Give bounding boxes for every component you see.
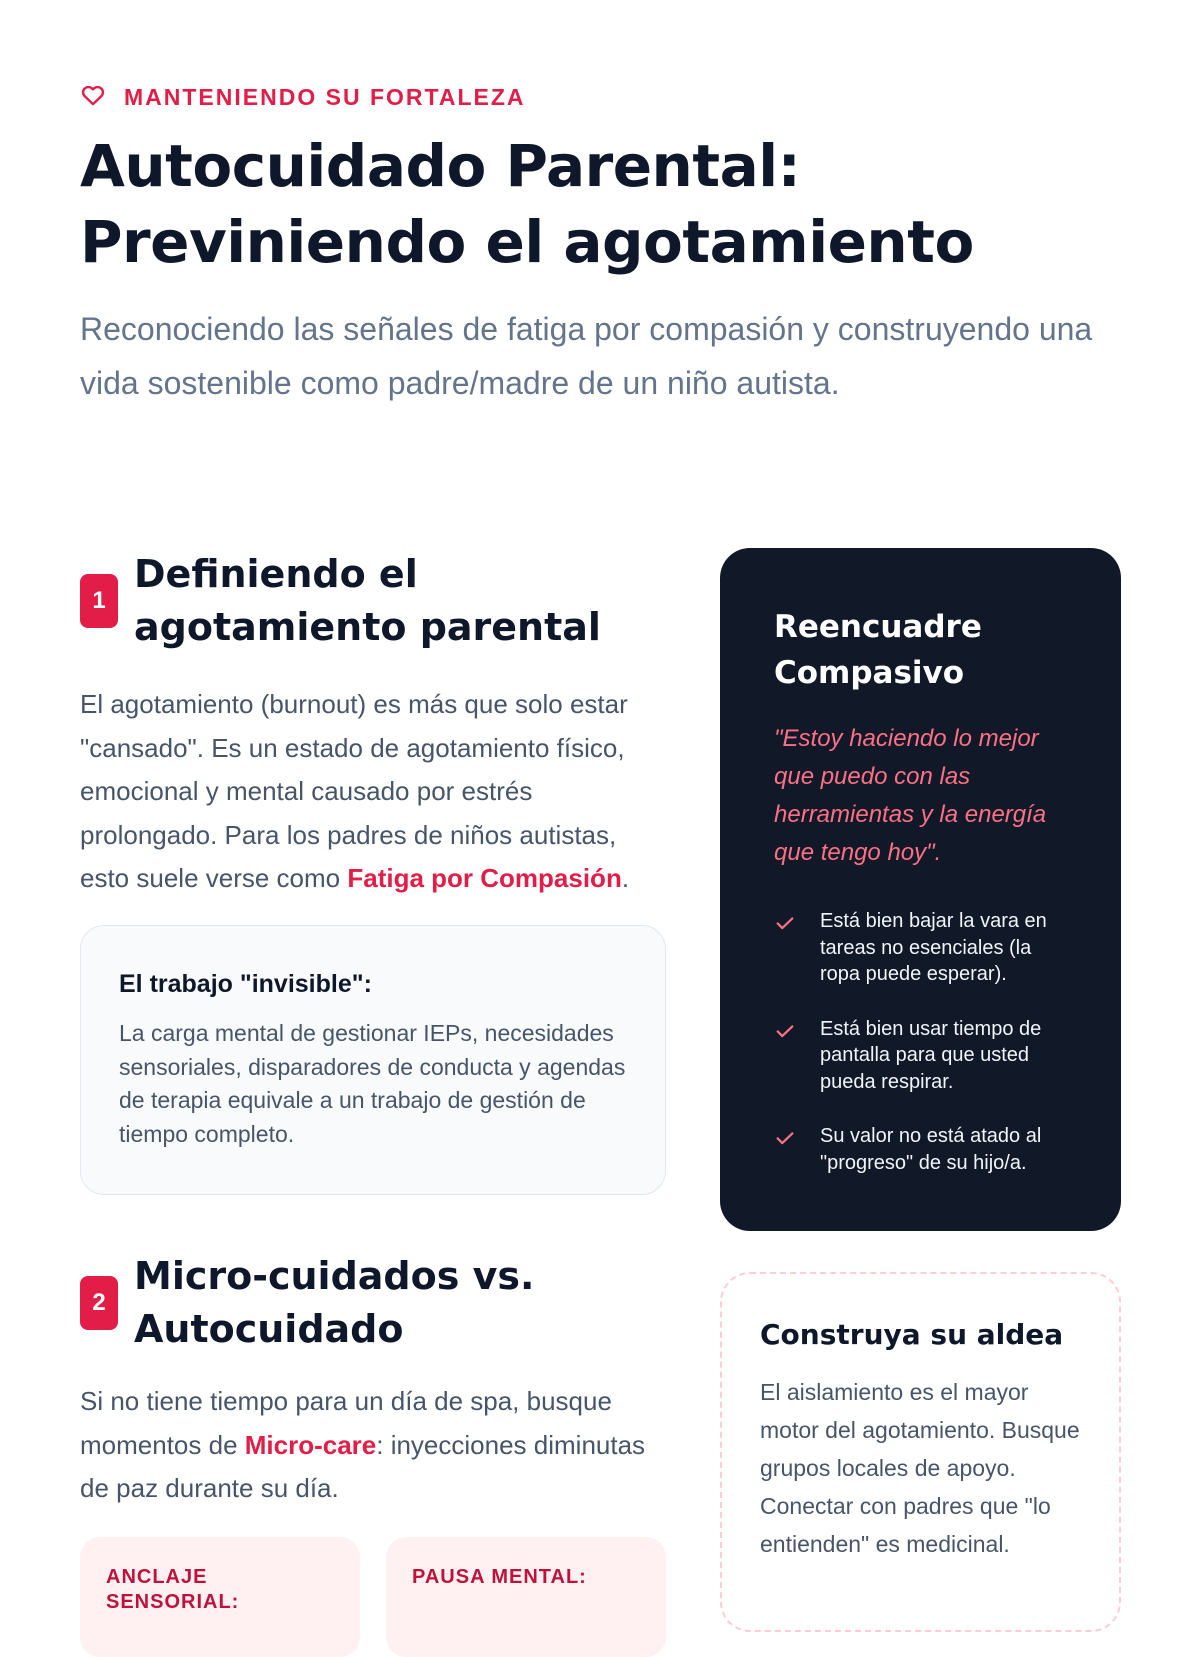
mini-card-title: ANCLAJE SENSORIAL: bbox=[106, 1566, 240, 1613]
reframe-title: Reencuadre Compasivo bbox=[774, 609, 982, 691]
section-number-badge: 1 bbox=[80, 574, 118, 628]
eyebrow bbox=[80, 82, 526, 113]
compassionate-reframe-card bbox=[720, 548, 1121, 1231]
mini-card-title: PAUSA MENTAL: bbox=[412, 1566, 587, 1588]
list-item: Su valor no está atado al "progreso" de su hijo/a. bbox=[774, 1123, 1071, 1176]
section-number-badge: 2 bbox=[80, 1276, 118, 1330]
highlight-term: Micro-care bbox=[244, 1429, 377, 1460]
section-2-body: Si no tiene tiempo para un día de spa, busque momentos de Micro-care: inyecciones diminutas de paz durante su día. bbox=[80, 1386, 646, 1503]
village-text: El aislamiento es el mayor motor del agotamiento. Busque grupos locales de apoyo. Conectar con padres que "lo entienden" es medicinal. bbox=[760, 1379, 1080, 1557]
card-title: El trabajo "invisible": bbox=[119, 970, 372, 998]
sensory-anchor-card bbox=[80, 1537, 360, 1657]
section-1-body: El agotamiento (burnout) es más que solo estar "cansado". Es un estado de agotamiento físico, emocional y mental causado por estrés prolongado. Para los padres de niños autistas, esto suele verse como Fatiga por Compasión. bbox=[80, 689, 630, 893]
build-village-card bbox=[720, 1272, 1121, 1632]
invisible-work-card bbox=[80, 925, 666, 1195]
highlight-term: Fatiga por Compasión bbox=[347, 863, 622, 893]
list-item: Está bien usar tiempo de pantalla para que usted pueda respirar. bbox=[774, 1016, 1071, 1096]
card-text: La carga mental de gestionar IEPs, necesidades sensoriales, disparadores de conducta y agendas de terapia equivale a un trabajo de gestión de tiempo completo. bbox=[119, 1020, 626, 1147]
village-title: Construya su aldea bbox=[760, 1318, 1064, 1351]
section-1-header bbox=[80, 548, 680, 654]
check-icon bbox=[774, 908, 800, 988]
section-2-title: Micro-cuidados vs. Autocuidado bbox=[134, 1254, 535, 1351]
page-title: Autocuidado Parental: Previniendo el agotamiento bbox=[80, 132, 974, 276]
section-1-title: Definiendo el agotamiento parental bbox=[134, 552, 601, 649]
heart-icon bbox=[80, 82, 106, 113]
check-icon bbox=[774, 1016, 800, 1096]
reframe-list bbox=[774, 908, 1071, 1176]
eyebrow-label: MANTENIENDO SU FORTALEZA bbox=[124, 84, 526, 110]
mental-pause-card bbox=[386, 1537, 666, 1657]
section-2-header bbox=[80, 1250, 680, 1356]
page-subtitle: Reconociendo las señales de fatiga por compasión y construyendo una vida sostenible como padre/madre de un niño autista. bbox=[80, 311, 1093, 401]
list-item: Está bien bajar la vara en tareas no esenciales (la ropa puede esperar). bbox=[774, 908, 1071, 988]
check-icon bbox=[774, 1123, 800, 1176]
reframe-quote: "Estoy haciendo lo mejor que puedo con las herramientas y la energía que tengo hoy". bbox=[774, 725, 1047, 866]
